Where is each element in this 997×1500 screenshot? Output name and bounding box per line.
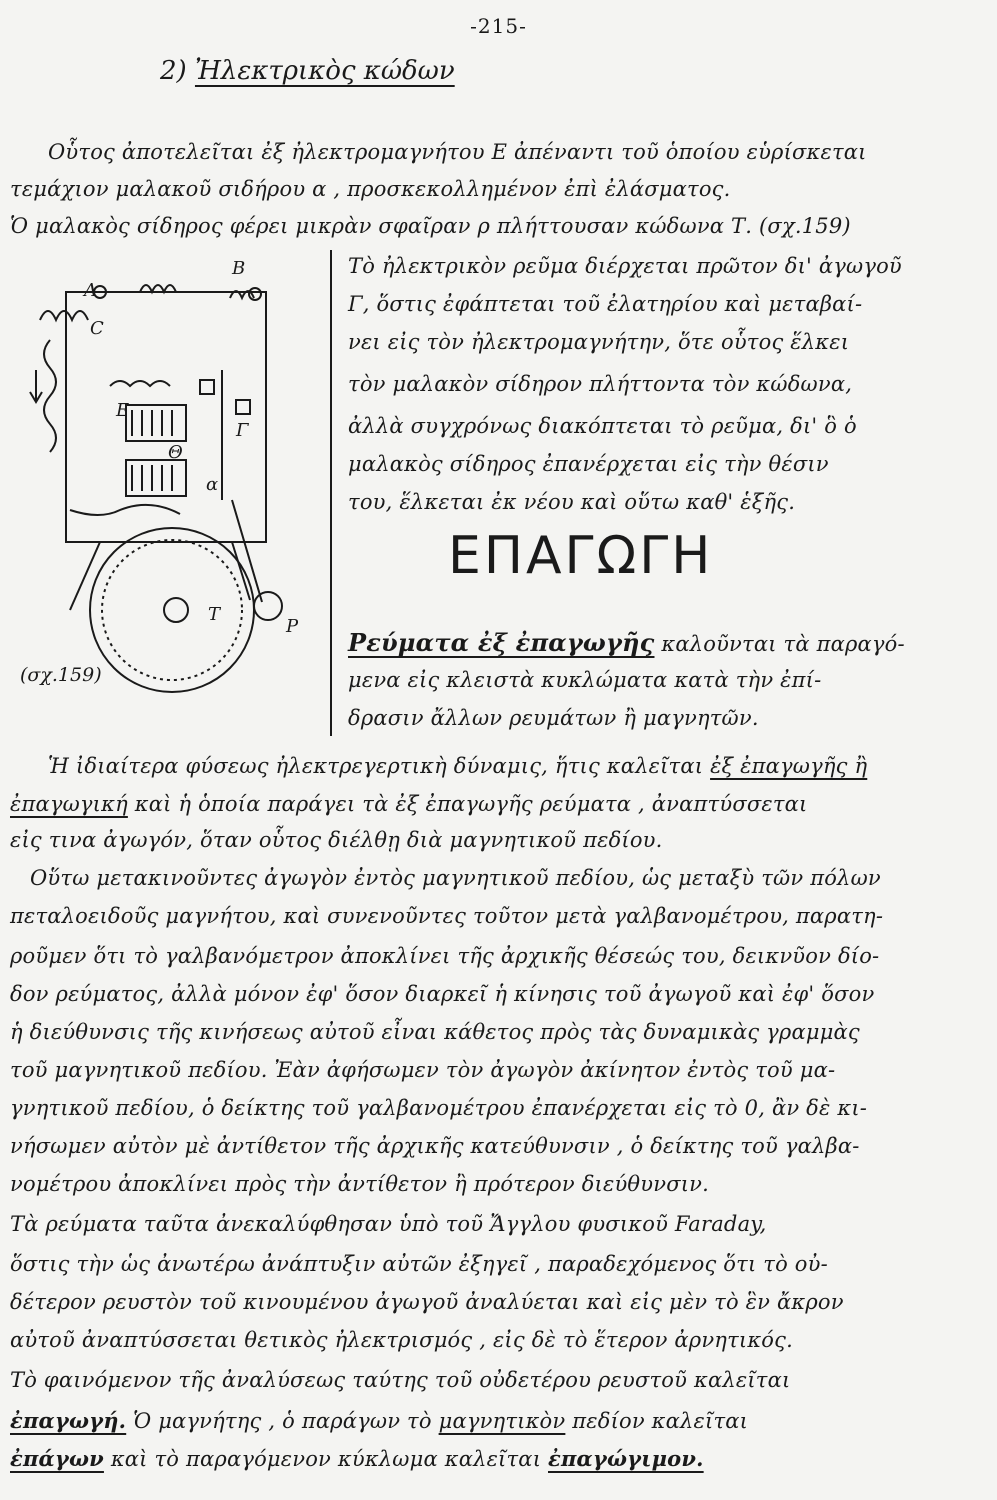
right-column-line: ἀλλὰ συγχρόνως διακόπτεται τὸ ρεῦμα, δι' ὃ ὁ bbox=[348, 414, 857, 438]
label-alpha: α bbox=[206, 474, 219, 495]
paragraph-text: Ἡ ἰδιαίτερα φύσεως ἠλεκτρεγερτικὴ δύναμις, ἥτις καλεῖται bbox=[48, 754, 711, 778]
bell-stand-left bbox=[70, 542, 100, 610]
paragraph-line: πεταλοειδοῦς μαγνήτου, καὶ συνενοῦντες τοῦτον μετὰ γαλβανομέτρου, παρατη- bbox=[10, 904, 884, 928]
induction-definition-line bbox=[348, 628, 905, 657]
paragraph-line bbox=[10, 792, 808, 816]
label-gamma: Γ bbox=[236, 420, 249, 441]
intro-line: τεμάχιον μαλακοῦ σιδήρου α , προσκεκολλημένον ἐπὶ ἐλάσματος. bbox=[10, 177, 731, 201]
section-title-text: Ἠλεκτρικὸς κώδων bbox=[194, 56, 455, 86]
current-arrow bbox=[30, 370, 42, 402]
contact-screw-1 bbox=[200, 380, 214, 394]
paragraph-line: Οὕτω μετακινοῦντες ἀγωγὸν ἐντὸς μαγνητικοῦ πεδίου, ὡς μεταξὺ τῶν πόλων bbox=[30, 866, 881, 890]
induction-definition-line: δρασιν ἄλλων ρευμάτων ἢ μαγνητῶν. bbox=[348, 706, 759, 730]
term-inductive: ἐπαγωγική bbox=[10, 792, 128, 816]
section-number: 2) bbox=[160, 56, 187, 86]
induction-definition-line: μενα εἰς κλειστὰ κυκλώματα κατὰ τὴν ἐπί- bbox=[348, 668, 822, 692]
coil-bottom bbox=[126, 460, 186, 496]
coil-top bbox=[126, 405, 186, 441]
section-title bbox=[160, 56, 455, 86]
wire-coil-mid bbox=[110, 381, 170, 386]
label-e: E bbox=[116, 400, 130, 421]
paragraph-line: γνητικοῦ πεδίου, ὁ δείκτης τοῦ γαλβανομέτρου ἐπανέρχεται εἰς τὸ 0, ἂν δὲ κι- bbox=[10, 1096, 868, 1120]
bell-rim bbox=[102, 540, 242, 680]
paragraph-line: εἰς τινα ἀγωγόν, ὅταν οὗτος διέλθῃ διὰ μαγνητικοῦ πεδίου. bbox=[10, 828, 663, 852]
term-induced: ἐξ ἐπαγωγῆς ἢ bbox=[710, 754, 868, 778]
label-theta: Θ bbox=[168, 442, 183, 463]
term-induction: ἐπαγωγή. bbox=[10, 1408, 127, 1433]
label-rho: P bbox=[286, 616, 299, 637]
paragraph-line: δέτερον ρευστὸν τοῦ κινουμένου ἀγωγοῦ ἀναλύεται καὶ εἰς μὲν τὸ ἓν ἄκρον bbox=[10, 1290, 844, 1314]
label-t: T bbox=[208, 604, 221, 625]
paragraph-line: νομέτρου ἀποκλίνει πρὸς τὴν ἀντίθετον ἢ πρότερον διεύθυνσιν. bbox=[10, 1172, 710, 1196]
term-induced-currents: Ρεύματα ἐξ ἐπαγωγῆς bbox=[348, 628, 655, 657]
label-a: A bbox=[84, 280, 97, 301]
wire-coil-left bbox=[40, 311, 88, 320]
right-column-line: του, ἕλκεται ἐκ νέου καὶ οὕτω καθ' ἑξῆς. bbox=[348, 490, 796, 514]
label-c: C bbox=[90, 318, 104, 339]
definition-text: καλοῦνται τὰ παραγό- bbox=[661, 632, 905, 656]
hammer-ball bbox=[254, 592, 282, 620]
label-b: B bbox=[232, 258, 246, 279]
paragraph-line: τοῦ μαγνητικοῦ πεδίου. Ἐὰν ἀφήσωμεν τὸν ἀγωγὸν ἀκίνητον ἐντὸς τοῦ μα- bbox=[10, 1058, 836, 1082]
hammer-arm bbox=[232, 500, 262, 602]
contact-screw-2 bbox=[236, 400, 250, 414]
paragraph-line: δον ρεύματος, ἀλλὰ μόνον ἐφ' ὅσον διαρκεῖ ἡ κίνησις τοῦ ἀγωγοῦ καὶ ἐφ' ὅσον bbox=[10, 982, 875, 1006]
paragraph-text: Ὁ μαγνήτης , ὁ παράγων τὸ bbox=[126, 1409, 439, 1433]
paragraph-line: ἡ διεύθυνσις τῆς κινήσεως αὐτοῦ εἶναι κάθετος πρὸς τὰς δυναμικὰς γραμμὰς bbox=[10, 1020, 860, 1044]
term-induced-circuit: ἐπαγώγιμον. bbox=[548, 1446, 704, 1471]
paragraph-text: πεδίον καλεῖται bbox=[565, 1409, 749, 1433]
intro-line: Ὁ μαλακὸς σίδηρος φέρει μικρὰν σφαῖραν ρ πλήττουσαν κώδωνα Τ. (σχ.159) bbox=[10, 214, 851, 238]
paragraph-text: καὶ τὸ παραγόμενον κύκλωμα καλεῖται bbox=[103, 1447, 548, 1471]
figure-caption: (σχ.159) bbox=[20, 664, 102, 686]
wire-bottom bbox=[70, 505, 180, 515]
heading-induction: ΕΠΑΓΩΓΗ bbox=[448, 526, 714, 586]
wire-left bbox=[44, 340, 56, 452]
right-column-line: Γ, ὅστις ἐφάπτεται τοῦ ἐλατηρίου καὶ μεταβαί- bbox=[348, 292, 863, 316]
paragraph-line: ροῦμεν ὅτι τὸ γαλβανόμετρον ἀποκλίνει τῆς ἀρχικῆς θέσεώς του, δεικνῦον δίο- bbox=[10, 944, 880, 968]
term-inducing: ἐπάγων bbox=[10, 1446, 104, 1471]
right-column-line: νει εἰς τὸν ἠλεκτρομαγνήτην, ὅτε οὗτος ἕλκει bbox=[348, 330, 850, 354]
paragraph-line: Τὸ φαινόμενον τῆς ἀναλύσεως ταύτης τοῦ οὐδετέρου ρευστοῦ καλεῖται bbox=[10, 1368, 791, 1392]
paragraph-line bbox=[48, 754, 867, 778]
paragraph-line: ὅστις τὴν ὡς ἀνωτέρω ἀνάπτυξιν αὐτῶν ἐξηγεῖ , παραδεχόμενος ὅτι τὸ οὐ- bbox=[10, 1252, 828, 1276]
bell-dome bbox=[90, 528, 254, 692]
wire-coil-top bbox=[140, 285, 176, 292]
term-magnetic: μαγνητικὸν bbox=[438, 1409, 566, 1433]
paragraph-line: Τὰ ρεύματα ταῦτα ἀνεκαλύφθησαν ὑπὸ τοῦ Ἄγγλου φυσικοῦ Faraday, bbox=[10, 1212, 767, 1236]
right-column-line: τὸν μαλακὸν σίδηρον πλήττοντα τὸν κώδωνα, bbox=[348, 372, 853, 396]
right-column-line: μαλακὸς σίδηρος ἐπανέρχεται εἰς τὴν θέσιν bbox=[348, 452, 829, 476]
paragraph-line bbox=[10, 1446, 704, 1471]
paragraph-line: αὐτοῦ ἀναπτύσσεται θετικὸς ἠλεκτρισμός , εἰς δὲ τὸ ἕτερον ἀρνητικός. bbox=[10, 1328, 793, 1352]
intro-line: Οὗτος ἀποτελεῖται ἐξ ἠλεκτρομαγνήτου Ε ἀπέναντι τοῦ ὁποίου εὑρίσκεται bbox=[48, 140, 867, 164]
paragraph-text: καὶ ἡ ὁποία παράγει τὰ ἐξ ἐπαγωγῆς ρεύματα , ἀναπτύσσεται bbox=[127, 792, 808, 816]
paragraph-line: νήσωμεν αὐτὸν μὲ ἀντίθετον τῆς ἀρχικῆς κατεύθυνσιν , ὁ δείκτης τοῦ γαλβα- bbox=[10, 1134, 860, 1158]
bell-center bbox=[164, 598, 188, 622]
paragraph-line bbox=[10, 1408, 748, 1433]
right-column-line: Τὸ ἠλεκτρικὸν ρεῦμα διέρχεται πρῶτον δι' ἀγωγοῦ bbox=[348, 254, 902, 278]
page-number: -215- bbox=[470, 14, 527, 38]
